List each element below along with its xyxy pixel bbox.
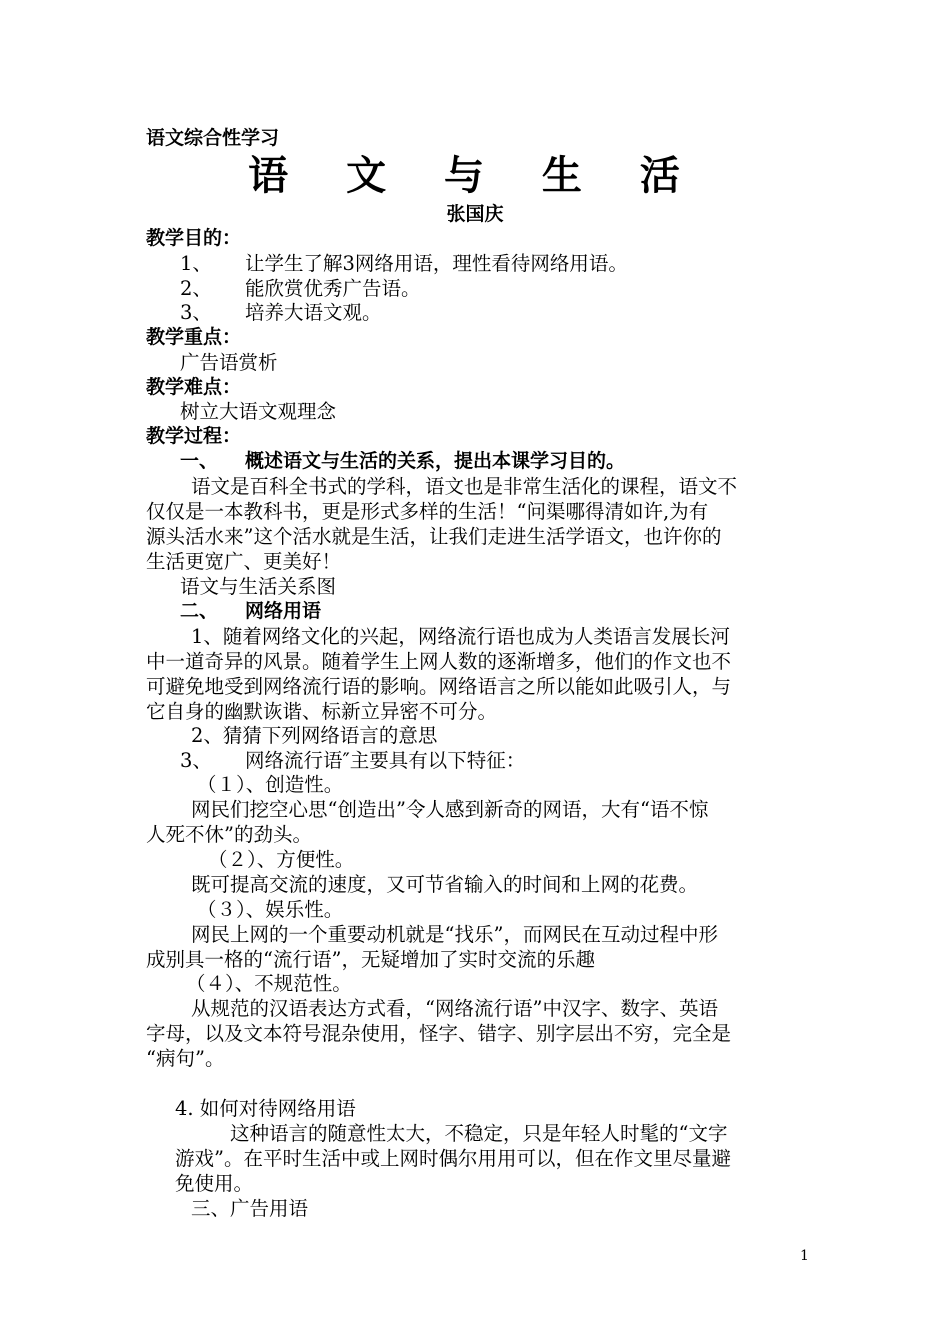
paragraph-line: 免使用。 [175, 1172, 254, 1195]
paragraph-line: 网民们挖空心思“创造出”令人感到新奇的网语，大有“语不惊 [191, 798, 709, 821]
page-number: 1 [800, 1248, 809, 1264]
objectives-heading: 教学目的： [146, 227, 242, 249]
focus-heading: 教学重点： [146, 326, 242, 348]
objective-item: 3、 培养大语文观。 [180, 301, 382, 324]
process-heading: 教学过程： [146, 425, 242, 447]
section2-heading: 二、 网络用语 [180, 600, 322, 622]
item3-text: 3、 网络流行语″主要具有以下特征： [180, 749, 526, 772]
feature-label: （２）、方便性。 [208, 848, 355, 871]
objective-item: 1、 让学生了解3网络用语，理性看待网络用语。 [180, 252, 628, 275]
paragraph-line: “病句”。 [146, 1047, 225, 1070]
paragraph-line: 它自身的幽默诙谐、标新立异密不可分。 [146, 700, 498, 723]
paragraph-line: 游戏”。在平时生活中或上网时偶尔用用可以，但在作文里尽量避 [175, 1147, 731, 1170]
author-name: 张国庆 [446, 203, 504, 225]
feature-label: （３）、娱乐性。 [197, 898, 344, 921]
paragraph-line: 既可提高交流的速度，又可节省输入的时间和上网的花费。 [191, 873, 699, 896]
category-label: 语文综合性学习 [146, 127, 280, 149]
paragraph-line: 中一道奇异的风景。随着学生上网人数的逐渐增多，他们的作文也不 [146, 650, 732, 673]
item2-text: 2、猜猜下列网络语言的意思 [191, 724, 438, 747]
section1-heading: 一、 概述语文与生活的关系，提出本课学习目的。 [180, 450, 626, 472]
feature-label: （４）、不规范性。 [186, 972, 352, 995]
section3-heading: 三、广告用语 [191, 1197, 309, 1220]
paragraph-line: 从规范的汉语表达方式看，“网络流行语”中汉字、数字、英语 [191, 997, 718, 1020]
paragraph-line: 1、随着网络文化的兴起，网络流行语也成为人类语言发展长河 [191, 625, 730, 648]
paragraph-line: 网民上网的一个重要动机就是“找乐”，而网民在互动过程中形 [191, 923, 718, 946]
diagram-label: 语文与生活关系图 [180, 575, 337, 598]
difficulty-heading: 教学难点： [146, 376, 242, 398]
difficulty-text: 树立大语文观理念 [180, 400, 337, 423]
paragraph-line: 可避免地受到网络流行语的影响。网络语言之所以能如此吸引人，与 [146, 675, 732, 698]
paragraph-line: 仅仅是一本教科书，更是形式多样的生活！“问渠哪得清如许,为有 [146, 500, 709, 523]
paragraph-line: 成别具一格的“流行语”，无疑增加了实时交流的乐趣 [146, 948, 595, 971]
paragraph-line: 源头活水来”这个活水就是生活，让我们走进生活学语文，也许你的 [146, 525, 722, 548]
item4-heading: 4. 如何对待网络用语 [175, 1097, 356, 1120]
focus-text: 广告语赏析 [180, 351, 278, 374]
objective-item: 2、 能欣赏优秀广告语。 [180, 277, 421, 300]
paragraph-line: 生活更宽广、更美好！ [146, 550, 342, 573]
document-title: 语 文 与 生 活 [248, 153, 702, 199]
feature-label: （１）、创造性。 [197, 773, 344, 796]
paragraph-line: 这种语言的随意性太大，不稳定，只是年轻人时髦的“文字 [230, 1122, 728, 1145]
paragraph-line: 语文是百科全书式的学科，语文也是非常生活化的课程，语文不 [191, 475, 738, 498]
paragraph-line: 字母，以及文本符号混杂使用，怪字、错字、别字层出不穷，完全是 [146, 1022, 732, 1045]
paragraph-line: 人死不休”的劲头。 [146, 823, 312, 846]
